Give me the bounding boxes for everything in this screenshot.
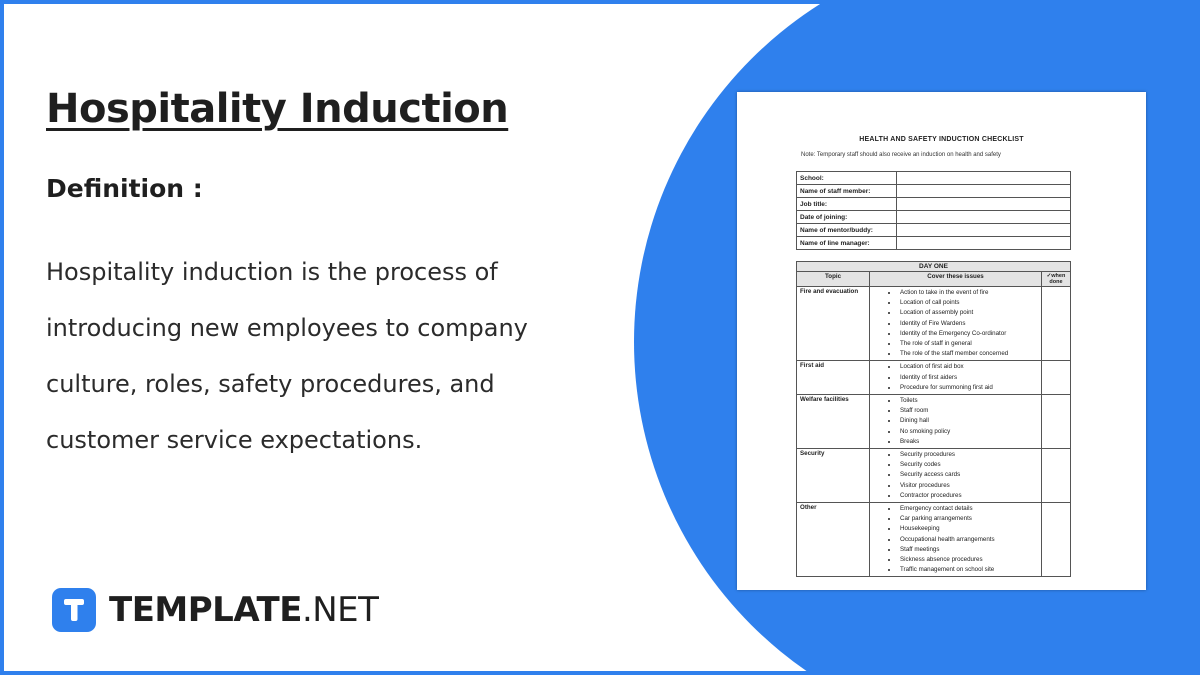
done-checkbox-cell (1042, 395, 1071, 449)
issue-item: • Toilets (898, 396, 1038, 406)
done-checkbox-cell (1042, 287, 1071, 361)
checklist-document-preview (737, 92, 1146, 590)
info-field-value (897, 224, 1071, 237)
info-row (797, 211, 1071, 224)
done-column-header: ✓when done (1042, 272, 1071, 287)
issues-list (873, 362, 1038, 393)
issue-item: • Sickness absence procedures (898, 555, 1038, 565)
issue-item: • Procedure for summoning first aid (898, 383, 1038, 393)
section-topic: Welfare facilities (797, 395, 870, 449)
issue-item: • Identity of first aiders (898, 373, 1038, 383)
template-net-logo[interactable] (52, 588, 378, 632)
info-field-value (897, 172, 1071, 185)
issue-item: • Contractor procedures (898, 491, 1038, 501)
issue-item: • Location of first aid box (898, 362, 1038, 372)
info-field-value (897, 198, 1071, 211)
info-field-value (897, 211, 1071, 224)
done-checkbox-cell (1042, 503, 1071, 577)
section-issues (870, 503, 1042, 577)
info-field-label: Job title: (797, 198, 897, 211)
info-row (797, 224, 1071, 237)
issue-item: • The role of staff in general (898, 339, 1038, 349)
issues-list (873, 504, 1038, 575)
checklist-section-row (797, 287, 1071, 361)
section-issues (870, 361, 1042, 395)
info-field-label: Date of joining: (797, 211, 897, 224)
induction-checklist-table (796, 261, 1071, 577)
issue-item: • Security procedures (898, 450, 1038, 460)
issue-item: • Staff meetings (898, 545, 1038, 555)
issues-column-header: Cover these issues (870, 272, 1042, 287)
definition-text: Hospitality induction is the process of introducing new employees to company culture, roles, safety procedures, and customer service expectations. (46, 258, 528, 454)
info-field-value (897, 185, 1071, 198)
section-topic: Other (797, 503, 870, 577)
info-row (797, 185, 1071, 198)
section-topic: Fire and evacuation (797, 287, 870, 361)
issue-item: • Car parking arrangements (898, 514, 1038, 524)
issue-item: • Action to take in the event of fire (898, 288, 1038, 298)
info-field-label: Name of staff member: (797, 185, 897, 198)
info-row (797, 198, 1071, 211)
issues-list (873, 450, 1038, 501)
issue-item: • Location of assembly point (898, 308, 1038, 318)
info-field-label: Name of line manager: (797, 237, 897, 250)
issue-item: • Breaks (898, 437, 1038, 447)
issue-item: • Identity of the Emergency Co-ordinator (898, 329, 1038, 339)
section-issues (870, 395, 1042, 449)
page-title: Hospitality Induction (46, 86, 509, 132)
checklist-section-row (797, 361, 1071, 395)
logo-name-bold: TEMPLATE (109, 590, 302, 630)
issue-item: • Dining hall (898, 416, 1038, 426)
section-topic: Security (797, 449, 870, 503)
issue-item: • Identity of Fire Wardens (898, 319, 1038, 329)
info-field-label: School: (797, 172, 897, 185)
issue-item: • The role of the staff member concerned (898, 349, 1038, 359)
issue-item: • Security access cards (898, 470, 1038, 480)
issue-item: • Housekeeping (898, 524, 1038, 534)
document-note: Note: Temporary staff should also receive an induction on health and safety (801, 152, 1001, 158)
document-title: HEALTH AND SAFETY INDUCTION CHECKLIST (859, 136, 1024, 143)
topic-column-header: Topic (797, 272, 870, 287)
checklist-section-row (797, 449, 1071, 503)
section-issues (870, 449, 1042, 503)
template-t-icon (52, 588, 96, 632)
info-field-label: Name of mentor/buddy: (797, 224, 897, 237)
info-row (797, 172, 1071, 185)
logo-name-suffix: .NET (301, 590, 379, 630)
section-topic: First aid (797, 361, 870, 395)
checklist-section-row (797, 503, 1071, 577)
info-row (797, 237, 1071, 250)
issue-item: • Occupational health arrangements (898, 535, 1038, 545)
day-one-heading: DAY ONE (797, 262, 1071, 272)
info-field-value (897, 237, 1071, 250)
issue-item: • Traffic management on school site (898, 565, 1038, 575)
issue-item: • Emergency contact details (898, 504, 1038, 514)
issue-item: • No smoking policy (898, 427, 1038, 437)
staff-info-table (796, 171, 1071, 250)
issues-list (873, 396, 1038, 447)
issue-item: • Visitor procedures (898, 481, 1038, 491)
logo-wordmark (109, 590, 378, 630)
issue-item: • Security codes (898, 460, 1038, 470)
checklist-section-row (797, 395, 1071, 449)
definition-label: Definition : (46, 174, 203, 203)
issue-item: • Location of call points (898, 298, 1038, 308)
issues-list (873, 288, 1038, 359)
issue-item: • Staff room (898, 406, 1038, 416)
done-checkbox-cell (1042, 361, 1071, 395)
section-issues (870, 287, 1042, 361)
done-checkbox-cell (1042, 449, 1071, 503)
